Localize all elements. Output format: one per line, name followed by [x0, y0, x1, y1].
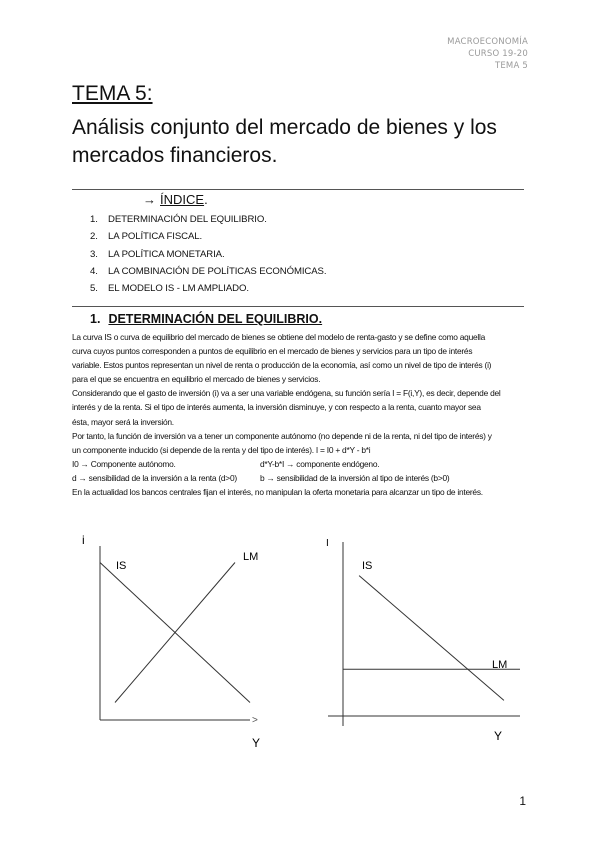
- definition-row: I0 → Componente autónomo. d*Y-b*I → componente endógeno.: [72, 458, 380, 469]
- is-label: IS: [362, 560, 373, 572]
- list-item: 4. LA COMBINACIÓN DE POLÍTICAS ECONÓMICAS.: [90, 265, 327, 277]
- body-line: En la actualidad los bancos centrales fijan el interés, no manipulan la oferta monetaria para alcanzar un tipo de interés.: [72, 487, 483, 498]
- definition-row: d → sensibilidad de la inversión a la renta (d>0) b → sensibilidad de la inversión al tipo de interés (b>0): [72, 472, 450, 483]
- body-line: ésta, mayor será la inversión.: [72, 416, 174, 427]
- x-axis-label: Y: [494, 729, 503, 743]
- lm-label: LM: [243, 551, 259, 563]
- body-line: curva cuyos puntos corresponden a puntos de equilibrio en el mercado de bienes y servicios para un tipo de interés: [72, 346, 473, 357]
- index-heading: → ÍNDICE.: [143, 192, 208, 207]
- x-axis-arrow: >: [252, 715, 258, 726]
- page-title: [72, 80, 542, 170]
- header-unit: TEMA 5: [494, 61, 528, 71]
- lm-label: LM: [492, 659, 508, 671]
- body-line: interés y de la renta. Si el tipo de interés aumenta, la inversión disminuye, y con respecto a la renta, cuanto mayor sea: [72, 402, 481, 413]
- list-item: 1. DETERMINACIÓN DEL EQUILIBRIO.: [90, 214, 267, 225]
- islm-chart-right: [320, 530, 540, 750]
- arrow-right-icon: →: [143, 192, 156, 207]
- header-meta: [447, 36, 528, 72]
- title-line-1: TEMA 5:: [72, 82, 153, 105]
- page-number: 1: [519, 794, 526, 808]
- header-course: CURSO 19-20: [468, 49, 528, 59]
- divider-top: [72, 189, 524, 190]
- body-line: La curva IS o curva de equilibrio del mercado de bienes se obtiene del modelo de renta-gasto y se define como aquella: [72, 332, 486, 342]
- islm-chart-left: [70, 530, 280, 750]
- list-item: 5. EL MODELO IS - LM AMPLIADO.: [90, 283, 249, 295]
- index-label: ÍNDICE: [160, 192, 205, 207]
- lm-curve: [115, 563, 235, 703]
- title-line-2: Análisis conjunto del mercado de bienes y los mercados financieros.: [72, 116, 497, 167]
- list-item: 2. LA POLÍTICA FISCAL.: [90, 231, 203, 243]
- x-axis-label: Y: [252, 736, 261, 750]
- body-line: variable. Estos puntos representan un nivel de renta o producción de la economía, así como un nivel de tipo de interés (i): [72, 360, 492, 371]
- header-subject: MACROECONOMÍA: [447, 37, 528, 47]
- list-item: 3. LA POLÍTICA MONETARIA.: [90, 248, 225, 260]
- body-line: Por tanto, la función de inversión va a tener un componente autónomo (no depende ni de la renta, ni del tipo de interés) y: [72, 430, 492, 441]
- body-line: Considerando que el gasto de inversión (i) va a ser una variable endógena, su función sería I = F(i,Y), es decir, depende del: [72, 388, 501, 399]
- body-line: un componente inducido (si depende de la renta y del tipo de interés). I = I0 + d*Y - b*i: [72, 444, 371, 455]
- divider-middle: [72, 306, 524, 307]
- y-axis-label: I: [326, 538, 329, 549]
- section-body: [72, 330, 530, 499]
- y-axis-label: i: [82, 533, 85, 547]
- section-heading: 1. DETERMINACIÓN DEL EQUILIBRIO.: [90, 312, 323, 326]
- body-line: para el que se encuentra en equilibrio el mercado de bienes y servicios.: [72, 374, 321, 385]
- is-label: IS: [116, 560, 127, 572]
- is-curve: [359, 576, 504, 701]
- index-list: [90, 211, 326, 297]
